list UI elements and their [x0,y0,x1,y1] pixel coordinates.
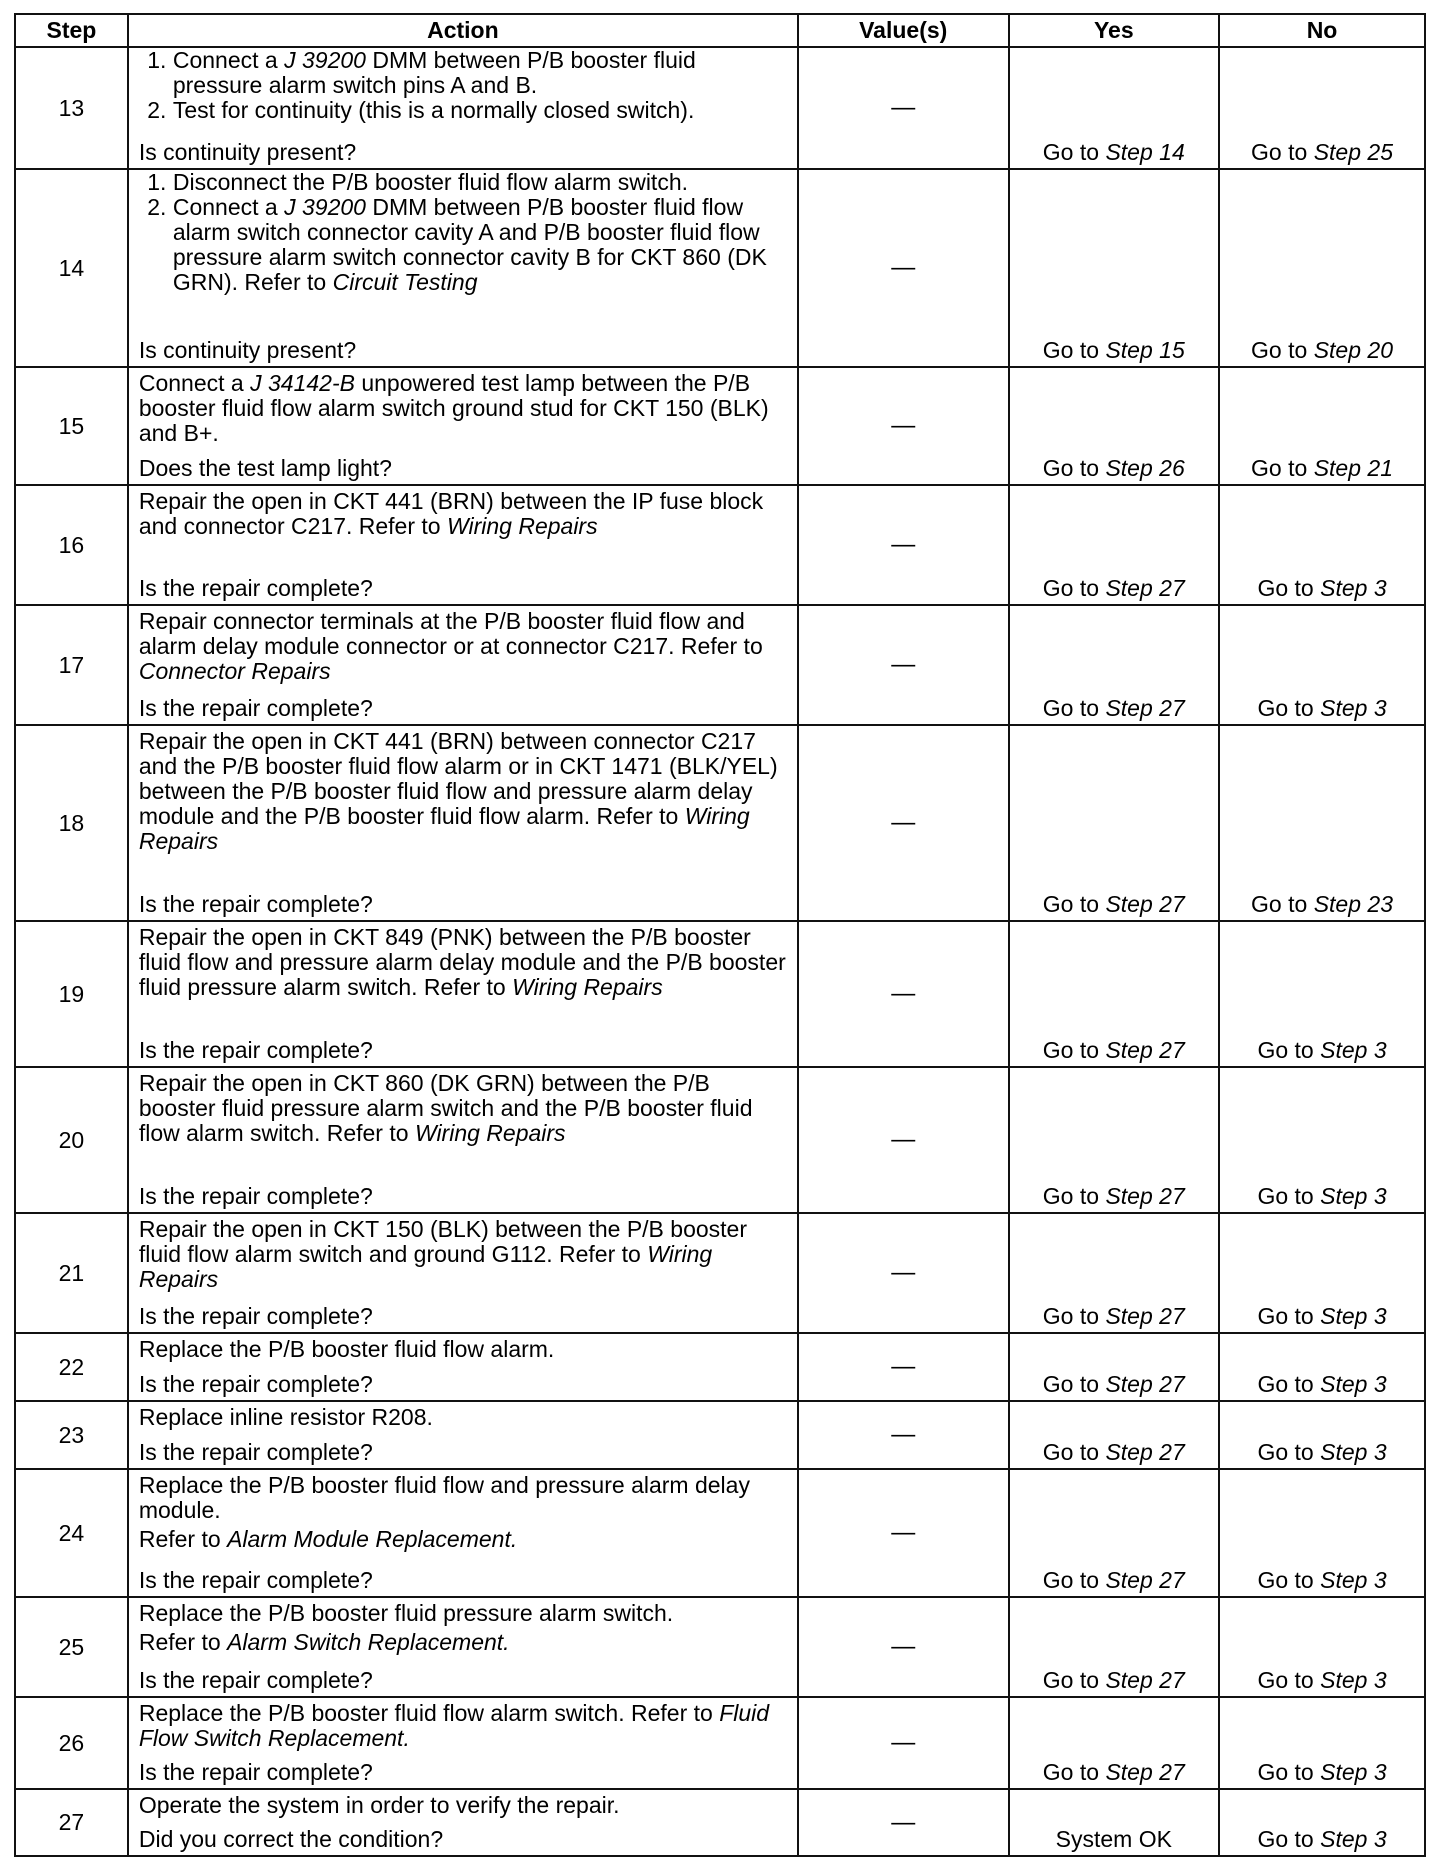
step-number: 25 [15,1597,128,1697]
step-number: 15 [15,367,128,485]
value-cell: — [798,485,1009,605]
header-yes: Yes [1009,14,1220,47]
no-cell: Go to Step 3 [1219,1067,1425,1213]
action-text: Replace inline resistor R208. [138,1404,433,1430]
value-cell: — [798,605,1009,725]
action-cell [128,1067,798,1213]
no-cell: Go to Step 3 [1219,1789,1425,1856]
header-no: No [1219,14,1425,47]
action-text: Repair the open in CKT 441 (BRN) between the IP fuse block and connector C217. Refer to Wiring Repairs [138,488,764,539]
step-number: 19 [15,921,128,1067]
action-cell [128,605,798,725]
step-number: 20 [15,1067,128,1213]
table-row [15,1789,1425,1856]
yes-cell: Go to Step 27 [1009,1597,1220,1697]
step-number: 27 [15,1789,128,1856]
step-number: 26 [15,1697,128,1789]
question-text: Did you correct the condition? [138,1826,444,1852]
table-row [15,1213,1425,1333]
step-number: 17 [15,605,128,725]
question-text: Is the repair complete? [138,891,373,917]
yes-cell: Go to Step 27 [1009,1333,1220,1401]
table-row [15,367,1425,485]
action-text: Repair the open in CKT 849 (PNK) between the P/B booster fluid flow and pressure alarm delay module and the P/B booster fluid pressure alarm switch. Refer to Wiring Repairs [138,924,786,1000]
action-text: Repair the open in CKT 441 (BRN) between connector C217 and the P/B booster fluid flow alarm or in CKT 1471 (BLK/YEL) between the P/B booster fluid flow and pressure alarm delay module and the P/B booster fluid flow alarm. Refer to Wiring Repairs [138,728,778,854]
action-cell [128,1469,798,1597]
action-cell [128,169,798,367]
step-number: 13 [15,47,128,169]
table-row [15,169,1425,367]
table-row [15,47,1425,169]
action-text: Repair the open in CKT 860 (DK GRN) between the P/B booster fluid pressure alarm switch and the P/B booster fluid flow alarm switch. Refer to Wiring Repairs [138,1070,753,1146]
table-row [15,1333,1425,1401]
action-cell [128,485,798,605]
value-cell: — [798,921,1009,1067]
action-steps [139,170,787,295]
table-row [15,1401,1425,1469]
no-cell: Go to Step 3 [1219,605,1425,725]
question-text: Is the repair complete? [138,1303,373,1329]
question-text: Is the repair complete? [138,1759,373,1785]
question-text: Is the repair complete? [138,1037,373,1063]
yes-cell: Go to Step 27 [1009,605,1220,725]
yes-cell: Go to Step 15 [1009,169,1220,367]
table-row [15,725,1425,921]
table-row [15,1469,1425,1597]
value-cell: — [798,1469,1009,1597]
value-cell: — [798,1789,1009,1856]
action-cell [128,1697,798,1789]
action-cell [128,921,798,1067]
action-cell [128,1597,798,1697]
step-number: 24 [15,1469,128,1597]
yes-cell: Go to Step 27 [1009,1697,1220,1789]
question-text: Is continuity present? [138,337,357,363]
no-cell: Go to Step 25 [1219,47,1425,169]
action-text: Repair the open in CKT 150 (BLK) between the P/B booster fluid flow alarm switch and ground G112. Refer to Wiring Repairs [138,1216,748,1292]
yes-cell: Go to Step 27 [1009,1469,1220,1597]
question-text: Is the repair complete? [138,1183,373,1209]
question-text: Is the repair complete? [138,575,373,601]
table-row [15,1067,1425,1213]
value-cell: — [798,169,1009,367]
action-text: Replace the P/B booster fluid flow and pressure alarm delay module. Refer to Alarm Module Replacement. [139,1470,787,1552]
action-cell [128,725,798,921]
question-text: Does the test lamp light? [138,455,392,481]
action-cell [128,1213,798,1333]
yes-cell: Go to Step 27 [1009,725,1220,921]
action-text: Replace the P/B booster fluid flow alarm switch. Refer to Fluid Flow Switch Replacement. [138,1700,770,1751]
no-cell: Go to Step 3 [1219,1401,1425,1469]
action-step: 2. Connect a J 39200 DMM between P/B booster fluid flow alarm switch connector cavity A and P/B booster fluid flow pressure alarm switch connector cavity B for CKT 860 (DK GRN). Refer to Circuit Testing [173,195,787,295]
question-text: Is the repair complete? [138,1439,373,1465]
yes-cell: Go to Step 14 [1009,47,1220,169]
header-action: Action [128,14,798,47]
reference-text: Refer to Alarm Switch Replacement. [138,1629,510,1655]
table-row [15,1597,1425,1697]
action-step: 1. Disconnect the P/B booster fluid flow alarm switch. [173,170,787,195]
no-cell: Go to Step 3 [1219,1697,1425,1789]
table-row [15,1697,1425,1789]
question-text: Is the repair complete? [138,695,373,721]
yes-cell: Go to Step 27 [1009,1067,1220,1213]
step-number: 23 [15,1401,128,1469]
table-row [15,921,1425,1067]
action-text: Replace the P/B booster fluid flow alarm. [138,1336,555,1362]
action-cell [128,1401,798,1469]
table-row [15,485,1425,605]
step-number: 16 [15,485,128,605]
yes-cell: Go to Step 27 [1009,485,1220,605]
question-text: Is the repair complete? [138,1371,373,1397]
step-number: 21 [15,1213,128,1333]
value-cell: — [798,367,1009,485]
action-cell [128,1789,798,1856]
no-cell: Go to Step 3 [1219,1469,1425,1597]
diagnostic-table-page [14,13,1426,1851]
yes-cell: Go to Step 27 [1009,1213,1220,1333]
no-cell: Go to Step 3 [1219,1213,1425,1333]
no-cell: Go to Step 23 [1219,725,1425,921]
action-step: 2. Test for continuity (this is a normally closed switch). [173,98,787,123]
action-text: Connect a J 34142-B unpowered test lamp between the P/B booster fluid flow alarm switch ground stud for CKT 150 (BLK) and B+. [138,370,769,446]
question-text: Is continuity present? [138,139,357,165]
action-cell [128,367,798,485]
header-row [15,14,1425,47]
question-text: Is the repair complete? [138,1567,373,1593]
question-text: Is the repair complete? [138,1667,373,1693]
value-cell: — [798,1597,1009,1697]
no-cell: Go to Step 21 [1219,367,1425,485]
step-number: 14 [15,169,128,367]
action-cell [128,1333,798,1401]
no-cell: Go to Step 20 [1219,169,1425,367]
action-text: Repair connector terminals at the P/B booster fluid flow and alarm delay module connector or at connector C217. Refer to Connector Repairs [138,608,763,684]
action-step: 1. Connect a J 39200 DMM between P/B booster fluid pressure alarm switch pins A and B. [173,48,787,98]
no-cell: Go to Step 3 [1219,1597,1425,1697]
value-cell: — [798,1333,1009,1401]
value-cell: — [798,47,1009,169]
action-text: Operate the system in order to verify the repair. [138,1792,620,1818]
yes-cell: Go to Step 27 [1009,1401,1220,1469]
table-row [15,605,1425,725]
header-step: Step [15,14,128,47]
value-cell: — [798,1401,1009,1469]
yes-cell: System OK [1009,1789,1220,1856]
step-number: 18 [15,725,128,921]
no-cell: Go to Step 3 [1219,921,1425,1067]
header-values: Value(s) [798,14,1009,47]
no-cell: Go to Step 3 [1219,485,1425,605]
value-cell: — [798,1067,1009,1213]
step-number: 22 [15,1333,128,1401]
action-cell [128,47,798,169]
value-cell: — [798,1213,1009,1333]
diagnostic-table [14,13,1426,1857]
value-cell: — [798,1697,1009,1789]
yes-cell: Go to Step 27 [1009,921,1220,1067]
value-cell: — [798,725,1009,921]
action-steps [139,48,787,123]
reference-text: Refer to Alarm Module Replacement. [138,1526,518,1552]
yes-cell: Go to Step 26 [1009,367,1220,485]
no-cell: Go to Step 3 [1219,1333,1425,1401]
action-text: Replace the P/B booster fluid pressure alarm switch. Refer to Alarm Switch Replacement. [139,1598,787,1655]
